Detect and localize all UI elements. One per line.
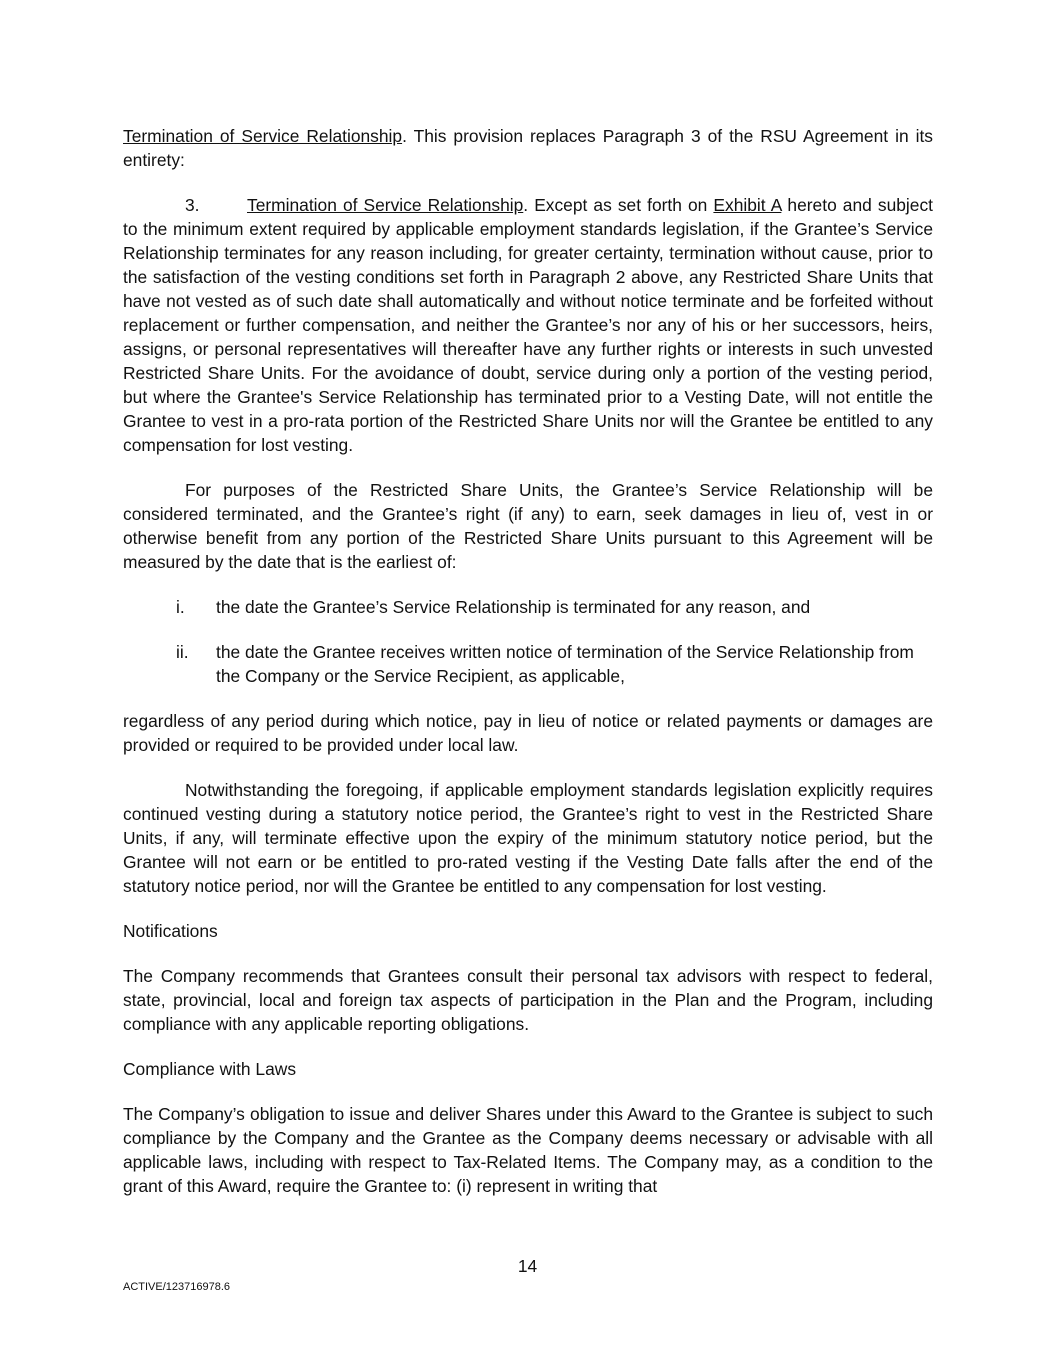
section-text-1: . Except as set forth on: [523, 195, 714, 215]
regardless-paragraph: regardless of any period during which notice, pay in lieu of notice or related payments or damages are provided or required to be provided under local law.: [123, 711, 933, 755]
termination-date-list: [123, 595, 933, 688]
list-item: [123, 595, 933, 619]
section-text-2: hereto and subject to the minimum extent required by applicable employment standards legislation, if the Grantee’s Service Relationship terminates for any reason including, for greater certainty, termination without cause, prior to the satisfaction of the vesting conditions set forth in Paragraph 2 above, any Restricted Share Units that have not vested as of such date shall automatically and without notice terminate and be forfeited without replacement or further compensation, and neither the Grantee’s nor any of his or her successors, heirs, assigns, or personal representatives will thereafter have any further rights or interests in such unvested Restricted Share Units. For the avoidance of doubt, service during only a portion of the vesting period, but where the Grantee's Service Relationship has terminated prior to a Vesting Date, will not entitle the Grantee to vest in a pro-rata portion of the Restricted Share Units nor will the Grantee be entitled to any compensation for lost vesting.: [123, 195, 933, 455]
purposes-paragraph: For purposes of the Restricted Share Units, the Grantee’s Service Relationship will be considered terminated, and the Grantee’s right (if any) to earn, seek damages in lieu of, vest in or otherwise benefit from any portion of the Restricted Share Units pursuant to this Agreement will be measured by the date that is the earliest of:: [123, 480, 933, 572]
intro-title: Termination of Service Relationship: [123, 126, 403, 146]
section-number: 3.: [185, 195, 200, 215]
compliance-paragraph: The Company’s obligation to issue and deliver Shares under this Award to the Grantee is subject to such compliance by the Company and the Grantee as the Company deems necessary or advisable with all applicable laws, including with respect to Tax-Related Items. The Company may, as a condition to the grant of this Award, require the Grantee to: (i) represent in writing that: [123, 1104, 933, 1196]
section-3-paragraph: [123, 193, 933, 457]
page-number: 14: [517, 1256, 538, 1276]
notwithstanding-paragraph: Notwithstanding the foregoing, if applicable employment standards legislation explicitly requires continued vesting during a statutory notice period, the Grantee’s right to vest in the Restricted Share Units, if any, will terminate effective upon the expiry of the minimum statutory notice period, but the Grantee will not earn or be entitled to pro-rated vesting if the Vesting Date falls after the end of the statutory notice period, nor will the Grantee be entitled to any compensation for lost vesting.: [123, 780, 933, 896]
list-marker: ii.: [176, 642, 189, 662]
notifications-heading: Notifications: [123, 921, 218, 941]
section-title: Termination of Service Relationship: [247, 195, 524, 215]
list-item-text: the date the Grantee receives written notice of termination of the Service Relationship from the Company or the Service Recipient, as applicable,: [216, 642, 914, 686]
document-id: ACTIVE/123716978.6: [123, 1281, 231, 1293]
list-marker: i.: [176, 597, 185, 617]
compliance-heading: Compliance with Laws: [123, 1059, 297, 1079]
intro-text: . This provision replaces Paragraph 3 of the RSU Agreement in its entirety:: [123, 126, 933, 170]
notifications-paragraph: The Company recommends that Grantees consult their personal tax advisors with respect to federal, state, provincial, local and foreign tax aspects of participation in the Plan and the Program, including compliance with any applicable reporting obligations.: [123, 966, 933, 1034]
list-item: [123, 640, 933, 688]
document-page: [123, 124, 933, 1198]
list-item-text: the date the Grantee’s Service Relationship is terminated for any reason, and: [216, 597, 811, 617]
intro-paragraph: [123, 124, 933, 172]
exhibit-reference: Exhibit A: [713, 195, 782, 215]
